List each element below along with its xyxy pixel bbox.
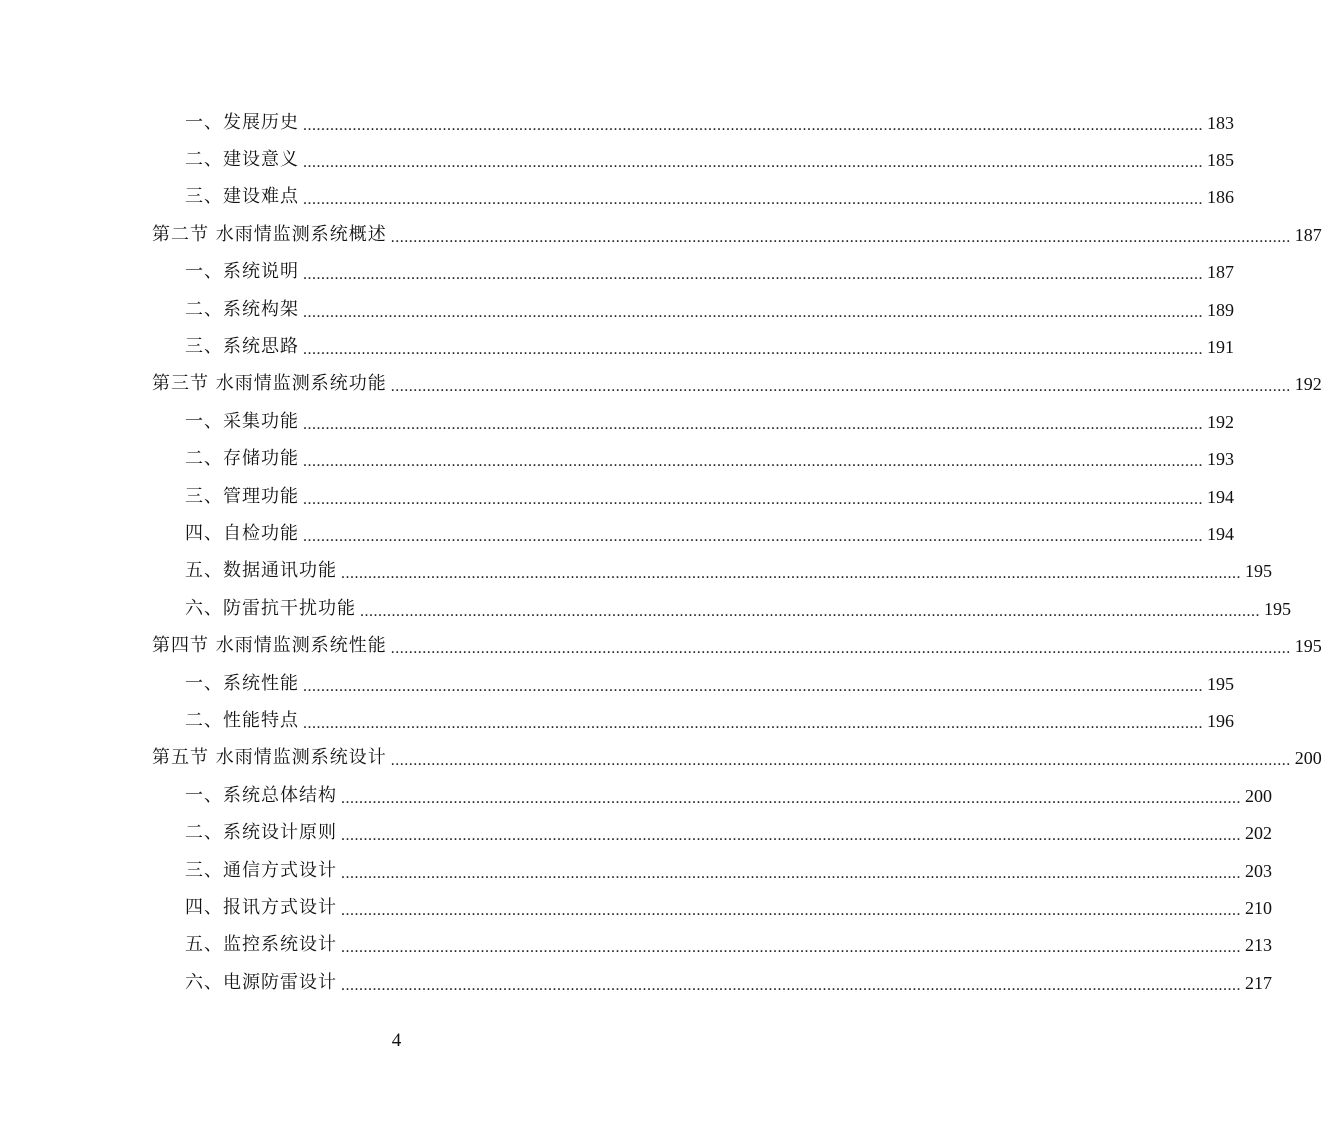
- toc-entry-label: 一、采集功能: [185, 410, 299, 432]
- toc-entry[interactable]: [0, 927, 1272, 964]
- toc-entry-label: 五、数据通讯功能: [185, 560, 337, 582]
- toc-entry-page: 203: [1245, 860, 1272, 881]
- toc-entry[interactable]: [0, 515, 1234, 552]
- page-number: 4: [391, 1030, 402, 1051]
- toc-entry[interactable]: [0, 141, 1234, 178]
- toc-dot-leader: ........................................................................................................................................................................................................: [303, 154, 1203, 172]
- toc-entry-page: 191: [1207, 337, 1234, 358]
- toc-dot-leader: ........................................................................................................................................................................................................: [341, 827, 1241, 845]
- toc-entry-label: 三、系统思路: [185, 336, 299, 358]
- toc-entry-label: 二、系统构架: [185, 298, 299, 320]
- toc-entry-page: 195: [1207, 673, 1234, 694]
- toc-entry[interactable]: [0, 702, 1234, 739]
- toc-entry-label: 三、通信方式设计: [185, 859, 337, 881]
- toc-entry-label: 一、系统性能: [185, 672, 299, 694]
- toc-entry[interactable]: [0, 964, 1272, 1001]
- toc-entry-label: 第二节 水雨情监测系统概述: [152, 223, 387, 245]
- toc-entry-page: 186: [1207, 187, 1234, 208]
- toc-dot-leader: ........................................................................................................................................................................................................: [303, 453, 1203, 471]
- toc-entry[interactable]: [0, 291, 1234, 328]
- toc-section-entry[interactable]: [0, 740, 1322, 777]
- toc-dot-leader: ........................................................................................................................................................................................................: [303, 527, 1203, 545]
- toc-entry-label: 三、管理功能: [185, 485, 299, 507]
- toc-dot-leader: ........................................................................................................................................................................................................: [303, 415, 1203, 433]
- toc-entry-page: 196: [1207, 710, 1234, 731]
- toc-section-entry[interactable]: [0, 216, 1322, 253]
- toc-entry[interactable]: [0, 254, 1234, 291]
- toc-dot-leader: ........................................................................................................................................................................................................: [390, 228, 1291, 246]
- toc-entry[interactable]: [0, 328, 1234, 365]
- toc-section-entry[interactable]: [0, 627, 1322, 664]
- toc-entry-page: 200: [1294, 748, 1322, 769]
- toc-entry-label: 第三节 水雨情监测系统功能: [152, 373, 387, 395]
- toc-entry-label: 二、系统设计原则: [185, 822, 337, 844]
- toc-dot-leader: ........................................................................................................................................................................................................: [341, 901, 1241, 919]
- toc-entry[interactable]: [0, 478, 1234, 515]
- toc-entry-label: 六、电源防雷设计: [185, 971, 337, 993]
- toc-entry[interactable]: [0, 104, 1234, 141]
- toc-entry[interactable]: [0, 553, 1272, 590]
- toc-section-entry[interactable]: [0, 366, 1322, 403]
- toc-entry[interactable]: [0, 179, 1234, 216]
- toc-entry-label: 四、报讯方式设计: [185, 896, 337, 918]
- toc-dot-leader: ........................................................................................................................................................................................................: [390, 378, 1291, 396]
- toc-entry-page: 210: [1245, 897, 1272, 918]
- toc-entry-page: 192: [1294, 374, 1322, 395]
- toc-dot-leader: ........................................................................................................................................................................................................: [303, 191, 1203, 209]
- toc-entry-page: 195: [1264, 598, 1291, 619]
- toc-entry-label: 六、防雷抗干扰功能: [185, 597, 356, 619]
- toc-entry-label: 第四节 水雨情监测系统性能: [152, 635, 387, 657]
- toc-dot-leader: ........................................................................................................................................................................................................: [303, 266, 1203, 284]
- toc-entry-page: 194: [1207, 486, 1234, 507]
- toc-dot-leader: ........................................................................................................................................................................................................: [341, 565, 1241, 583]
- toc-entry-page: 195: [1294, 636, 1322, 657]
- toc-entry-label: 五、监控系统设计: [185, 934, 337, 956]
- toc-dot-leader: ........................................................................................................................................................................................................: [303, 490, 1203, 508]
- toc-entry-page: 187: [1294, 224, 1322, 245]
- toc-dot-leader: ........................................................................................................................................................................................................: [360, 602, 1260, 620]
- toc-entry-label: 二、性能特点: [185, 709, 299, 731]
- toc-entry-page: 185: [1207, 150, 1234, 171]
- toc-entry[interactable]: [0, 403, 1234, 440]
- toc-dot-leader: ........................................................................................................................................................................................................: [390, 752, 1291, 770]
- toc-entry[interactable]: [0, 665, 1234, 702]
- toc-dot-leader: ........................................................................................................................................................................................................: [303, 303, 1203, 321]
- toc-entry[interactable]: [0, 777, 1272, 814]
- table-of-contents: [0, 104, 1322, 1001]
- toc-entry-page: 213: [1245, 935, 1272, 956]
- toc-entry-label: 四、自检功能: [185, 522, 299, 544]
- toc-dot-leader: ........................................................................................................................................................................................................: [303, 341, 1203, 359]
- toc-entry-page: 195: [1245, 561, 1272, 582]
- toc-entry-label: 一、系统总体结构: [185, 784, 337, 806]
- toc-entry-label: 一、发展历史: [185, 111, 299, 133]
- toc-dot-leader: ........................................................................................................................................................................................................: [341, 976, 1241, 994]
- toc-entry-page: 187: [1207, 262, 1234, 283]
- toc-entry[interactable]: [0, 889, 1272, 926]
- toc-entry-label: 二、建设意义: [185, 149, 299, 171]
- toc-dot-leader: ........................................................................................................................................................................................................: [303, 677, 1203, 695]
- toc-entry-page: 183: [1207, 112, 1234, 133]
- toc-entry-page: 202: [1245, 823, 1272, 844]
- toc-dot-leader: ........................................................................................................................................................................................................: [390, 640, 1291, 658]
- toc-entry[interactable]: [0, 590, 1291, 627]
- toc-entry-label: 一、系统说明: [185, 261, 299, 283]
- toc-dot-leader: ........................................................................................................................................................................................................: [341, 864, 1241, 882]
- toc-entry-page: 217: [1245, 972, 1272, 993]
- toc-entry-page: 194: [1207, 523, 1234, 544]
- toc-entry-label: 三、建设难点: [185, 186, 299, 208]
- toc-entry-page: 200: [1245, 785, 1272, 806]
- toc-entry[interactable]: [0, 441, 1234, 478]
- toc-dot-leader: ........................................................................................................................................................................................................: [303, 116, 1203, 134]
- toc-entry-page: 193: [1207, 449, 1234, 470]
- toc-dot-leader: ........................................................................................................................................................................................................: [303, 714, 1203, 732]
- toc-entry-label: 二、存储功能: [185, 448, 299, 470]
- toc-entry-page: 192: [1207, 411, 1234, 432]
- toc-entry-page: 189: [1207, 299, 1234, 320]
- toc-dot-leader: ........................................................................................................................................................................................................: [341, 789, 1241, 807]
- toc-entry-label: 第五节 水雨情监测系统设计: [152, 747, 387, 769]
- toc-entry[interactable]: [0, 814, 1272, 851]
- toc-dot-leader: ........................................................................................................................................................................................................: [341, 939, 1241, 957]
- toc-entry[interactable]: [0, 852, 1272, 889]
